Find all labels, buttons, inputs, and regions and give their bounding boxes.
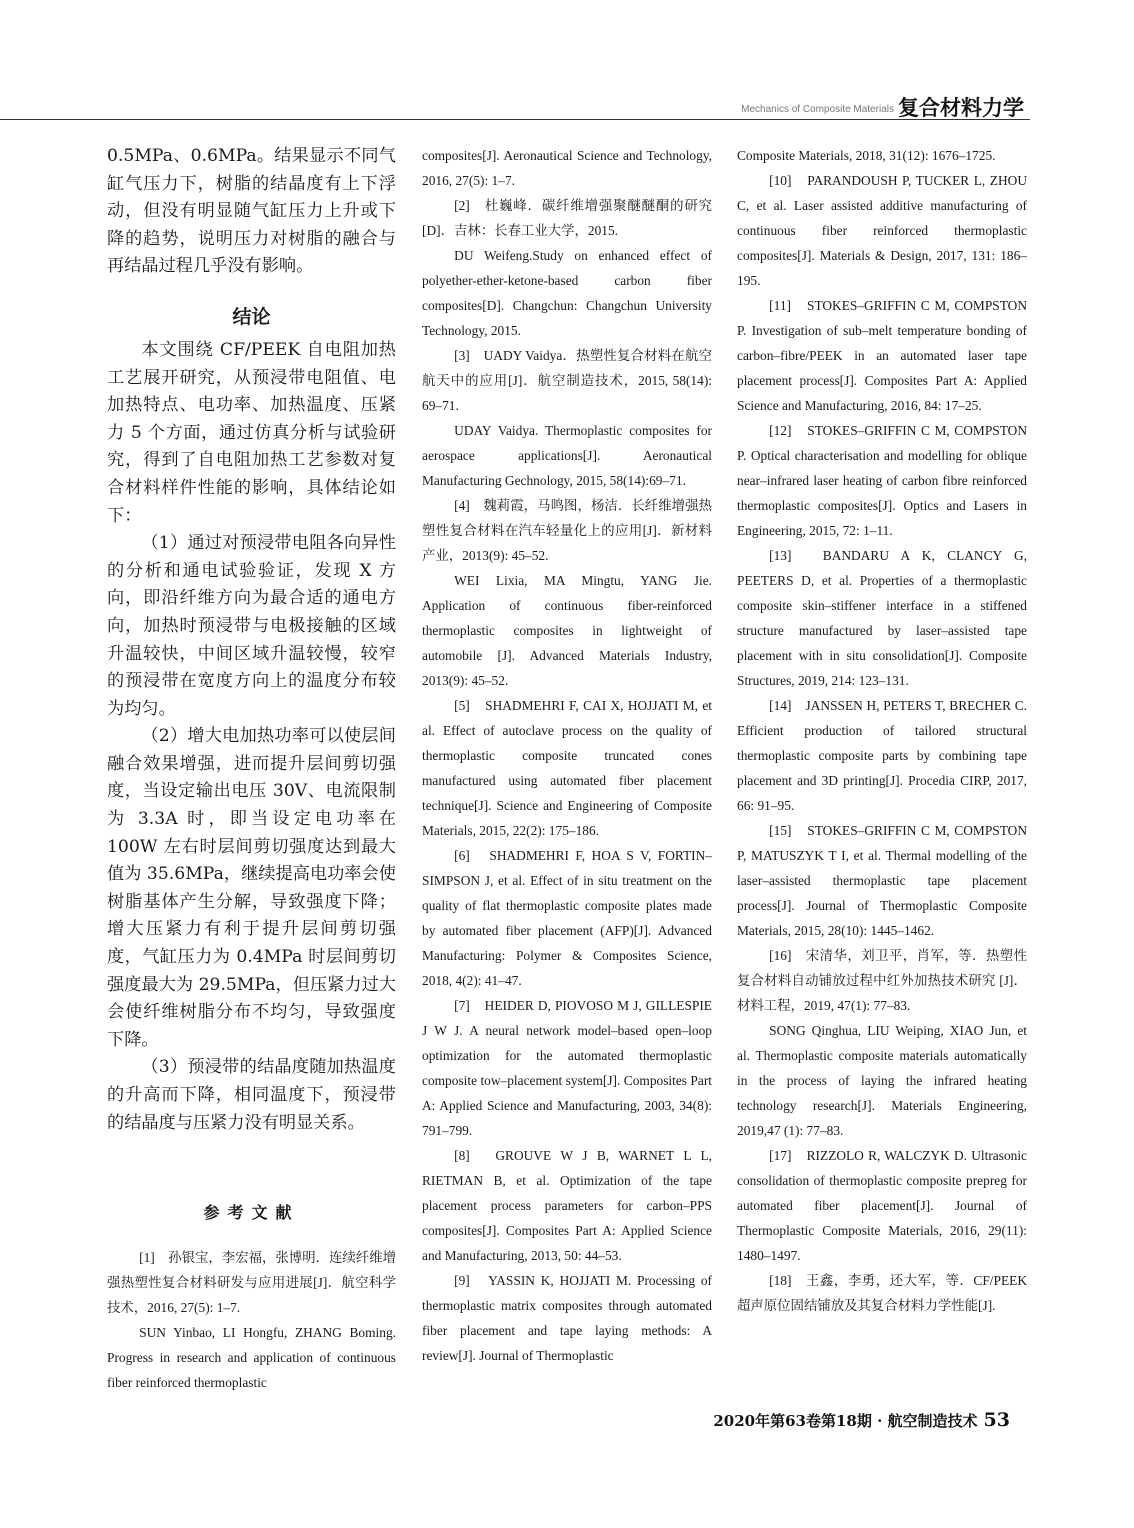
reference-2-cn: [2] 杜巍峰．碳纤维增强聚醚醚酮的研究[D]．吉林：长春工业大学，2015.: [422, 198, 712, 238]
reference-14: [14] JANSSEN H, PETERS T, BRECHER C. Efficient production of tailored structural thermoplastic composite parts by combining tape placement and 3D printing[J]. Procedia CIRP, 2017, 66: 91–95.: [737, 698, 1027, 813]
reference-13: [13] BANDARU A K, CLANCY G, PEETERS D, et al. Properties of a thermoplastic composite skin–stiffener interface in a stiffened structure manufactured by laser–assisted tape placement with in situ consolidation[J]. Composite Structures, 2019, 214: 123–131.: [737, 548, 1027, 688]
reference-16-en: SONG Qinghua, LIU Weiping, XIAO Jun, et al. Thermoplastic composite materials automatically in the process of laying the infrared heating technology research[J]. Materials Engineering, 2019,47 (1): 77–83.: [737, 1023, 1027, 1138]
reference-1-en: SUN Yinbao, LI Hongfu, ZHANG Boming. Progress in research and application of continuous fiber reinforced thermoplastic: [107, 1325, 396, 1391]
reference-11: [11] STOKES–GRIFFIN C M, COMPSTON P. Investigation of sub–melt temperature bonding of carbon–fibre/PEEK in an automated laser tape placement process[J]. Composites Part A: Applied Science and Manufacturing, 2016, 84: 17–25.: [737, 298, 1027, 413]
reference-3-cn: [3] UADY Vaidya．热塑性复合材料在航空航天中的应用[J]．航空制造技术，2015, 58(14): 69–71.: [422, 348, 712, 413]
reference-10: [10] PARANDOUSH P, TUCKER L, ZHOU C, et al. Laser assisted additive manufacturing of continuous fiber reinforced thermoplastic composites[J]. Materials & Design, 2017, 131: 186–195.: [737, 173, 1027, 288]
conclusion-paragraph-2: （1）通过对预浸带电阻各向异性的分析和通电试验验证，发现 X 方向，即沿纤维方向为最合适的通电方向，加热时预浸带与电极接触的区域升温较快，中间区域升温较慢，较窄的预浸带在宽度方向上的温度分布较为均匀。: [107, 533, 396, 719]
intro-paragraph: 0.5MPa、0.6MPa。结果显示不同气缸气压力下，树脂的结晶度有上下浮动，但没有明显随气缸压力上升或下降的趋势，说明压力对树脂的融合与再结晶过程几乎没有影响。: [107, 146, 396, 277]
reference-6: [6] SHADMEHRI F, HOA S V, FORTIN–SIMPSON J, et al. Effect of in situ treatment on the quality of flat thermoplastic composite plates made by automated fiber placement (AFP)[J]. Advanced Manufacturing: Polymer & Composites Science, 2018, 4(2): 41–47.: [422, 848, 712, 988]
reference-9: [9] YASSIN K, HOJJATI M. Processing of thermoplastic matrix composites through automated fiber placement and tape laying methods: A review[J]. Journal of Thermoplastic: [422, 1273, 712, 1363]
journal-name-en: Mechanics of Composite Materials: [741, 104, 894, 115]
references-heading: 参考文献: [203, 1203, 300, 1223]
column-left: [107, 143, 396, 1395]
conclusion-paragraph-1: 本文围绕 CF/PEEK 自电阻加热工艺展开研究，从预浸带电阻值、电加热特点、电功率、加热温度、压紧力 5 个方面，通过仿真分析与试验研究，得到了自电阻加热工艺参数对复合材料样件性能的影响，具体结论如下：: [107, 339, 396, 526]
running-header: [0, 0, 1134, 122]
reference-12: [12] STOKES–GRIFFIN C M, COMPSTON P. Optical characterisation and modelling for oblique near–infrared laser heating of carbon fibre reinforced thermoplastic composites[J]. Optics and Lasers in Engineering, 2015, 72: 1–11.: [737, 423, 1027, 538]
page-number: 53: [983, 1409, 1010, 1431]
journal-name-cn: 复合材料力学: [898, 95, 1024, 120]
reference-1-cn: [1] 孙银宝，李宏福，张博明．连续纤维增强热塑性复合材料研发与应用进展[J]．航空科学技术，2016, 27(5): 1–7.: [107, 1250, 396, 1316]
conclusion-paragraph-4: （3）预浸带的结晶度随加热温度的升高而下降，相同温度下，预浸带的结晶度与压紧力没有明显关系。: [107, 1057, 396, 1133]
reference-9-continued: Composite Materials, 2018, 31(12): 1676–1725.: [737, 148, 996, 163]
column-middle: [422, 143, 712, 1368]
reference-17: [17] RIZZOLO R, WALCZYK D. Ultrasonic consolidation of thermoplastic composite prepreg for automated fiber placement[J]. Journal of Thermoplastic Composite Materials, 2016, 29(11): 1480–1497.: [737, 1148, 1027, 1263]
reference-18-cn: [18] 王鑫，李勇，还大军，等．CF/PEEK 超声原位固结铺放及其复合材料力学性能[J].: [737, 1273, 1027, 1313]
header-rule: [0, 119, 1030, 120]
column-right: [737, 143, 1027, 1318]
reference-5: [5] SHADMEHRI F, CAI X, HOJJATI M, et al. Effect of autoclave process on the quality of thermoplastic composite truncated cones manufactured using automated fiber placement technique[J]. Science and Engineering of Composite Materials, 2015, 22(2): 175–186.: [422, 698, 712, 838]
reference-1-en-continued: composites[J]. Aeronautical Science and Technology, 2016, 27(5): 1–7.: [422, 148, 712, 188]
reference-7: [7] HEIDER D, PIOVOSO M J, GILLESPIE J W J. A neural network model–based open–loop optimization for the automated thermoplastic composite tow–placement system[J]. Composites Part A: Applied Science and Manufacturing, 2003, 34(8): 791–799.: [422, 998, 712, 1138]
issue-info: 2020年第63卷第18期 · 航空制造技术: [713, 1412, 978, 1430]
reference-15: [15] STOKES–GRIFFIN C M, COMPSTON P, MATUSZYK T I, et al. Thermal modelling of the laser–assisted thermoplastic tape placement process[J]. Journal of Thermoplastic Composite Materials, 2015, 28(10): 1445–1462.: [737, 823, 1027, 938]
reference-4-cn: [4] 魏莉霞，马鸣图，杨洁．长纤维增强热塑性复合材料在汽车轻量化上的应用[J]．新材料产业，2013(9): 45–52.: [422, 498, 712, 563]
conclusion-heading: 结论: [232, 305, 271, 328]
reference-8: [8] GROUVE W J B, WARNET L L, RIETMAN B, et al. Optimization of the tape placement process parameters for carbon–PPS composites[J]. Composites Part A: Applied Science and Manufacturing, 2013, 50: 44–53.: [422, 1148, 712, 1263]
page-footer: [713, 1409, 1010, 1431]
reference-2-en: DU Weifeng.Study on enhanced effect of polyether-ether-ketone-based carbon fiber composites[D]. Changchun: Changchun University Technology, 2015.: [422, 248, 712, 338]
reference-3-en: UDAY Vaidya. Thermoplastic composites for aerospace applications[J]. Aeronautical Manufacturing Gechnology, 2015, 58(14):69–71.: [422, 423, 712, 488]
reference-16-cn: [16] 宋清华，刘卫平，肖军，等．热塑性复合材料自动铺放过程中红外加热技术研究 [J]．材料工程，2019, 47(1): 77–83.: [737, 948, 1027, 1013]
reference-4-en: WEI Lixia, MA Mingtu, YANG Jie. Application of continuous fiber-reinforced thermoplastic composites in lightweight of automobile [J]. Advanced Materials Industry, 2013(9): 45–52.: [422, 573, 712, 688]
conclusion-paragraph-3: （2）增大电加热功率可以使层间融合效果增强，进而提升层间剪切强度，当设定输出电压 30V、电流限制为 3.3A 时，即当设定电功率在 100W 左右时层间剪切强度达到最大值为 35.6MPa，继续提高电功率会使树脂基体产生分解，导致强度下降；增大压紧力有利于提升层间剪切强度，气缸压力为 0.4MPa 时层间剪切强度最大为 29.5MPa，但压紧力过大会使纤维树脂分布不均匀，导致强度下降。: [107, 726, 396, 1050]
